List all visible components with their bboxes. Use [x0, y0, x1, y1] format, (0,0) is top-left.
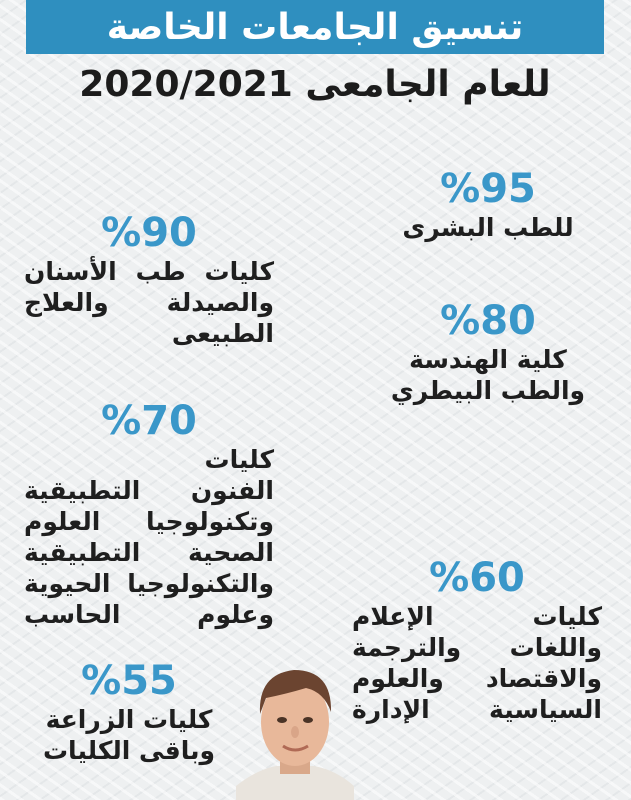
item-applied-arts [24, 398, 274, 630]
academic-year-subtitle: للعام الجامعى 2020/2021 [79, 64, 551, 105]
student-portrait [236, 662, 354, 800]
item-dentistry [24, 210, 274, 349]
desc-media-line-3: والاقتصاد والعلوم [352, 664, 602, 693]
item-medicine [372, 166, 604, 243]
desc-engineering-line-1: كلية الهندسة [409, 345, 567, 374]
item-engineering [372, 298, 604, 406]
desc-media-line-2: واللغات والترجمة [352, 633, 602, 662]
item-media [352, 555, 602, 725]
desc-agriculture-line-2: وباقى الكليات [42, 736, 216, 765]
desc-dentistry-line-1: كليات طب الأسنان [24, 257, 274, 286]
percent-engineering: %80 [440, 298, 536, 344]
desc-applied-arts-line-5: والتكنولوجيا الحيوية [24, 569, 274, 598]
percent-agriculture: %55 [81, 658, 177, 704]
desc-media-line-1: كليات الإعلام [352, 602, 602, 631]
desc-applied-arts-line-1: كليات [204, 445, 274, 474]
main-title: تنسيق الجامعات الخاصة [26, 0, 604, 54]
desc-dentistry-line-2: والصيدلة والعلاج [24, 288, 274, 317]
desc-media-line-4: السياسية الإدارة [352, 695, 602, 724]
percent-dentistry: %90 [101, 210, 197, 256]
desc-engineering-line-2: والطب البيطري [390, 376, 586, 405]
desc-agriculture-line-1: كليات الزراعة [45, 705, 213, 734]
desc-dentistry-line-3: الطبيعى [171, 319, 274, 348]
percent-medicine: %95 [440, 166, 536, 212]
desc-applied-arts-line-6: وعلوم الحاسب [24, 600, 274, 629]
desc-medicine-line-1: للطب البشرى [402, 213, 574, 242]
item-agriculture [24, 658, 234, 766]
desc-applied-arts-line-2: الفنون التطبيقية [24, 476, 274, 505]
desc-applied-arts-line-3: وتكنولوجيا العلوم [24, 507, 274, 536]
desc-applied-arts-line-4: الصحية التطبيقية [24, 538, 274, 567]
percent-media: %60 [429, 555, 525, 601]
percent-applied-arts: %70 [101, 398, 197, 444]
